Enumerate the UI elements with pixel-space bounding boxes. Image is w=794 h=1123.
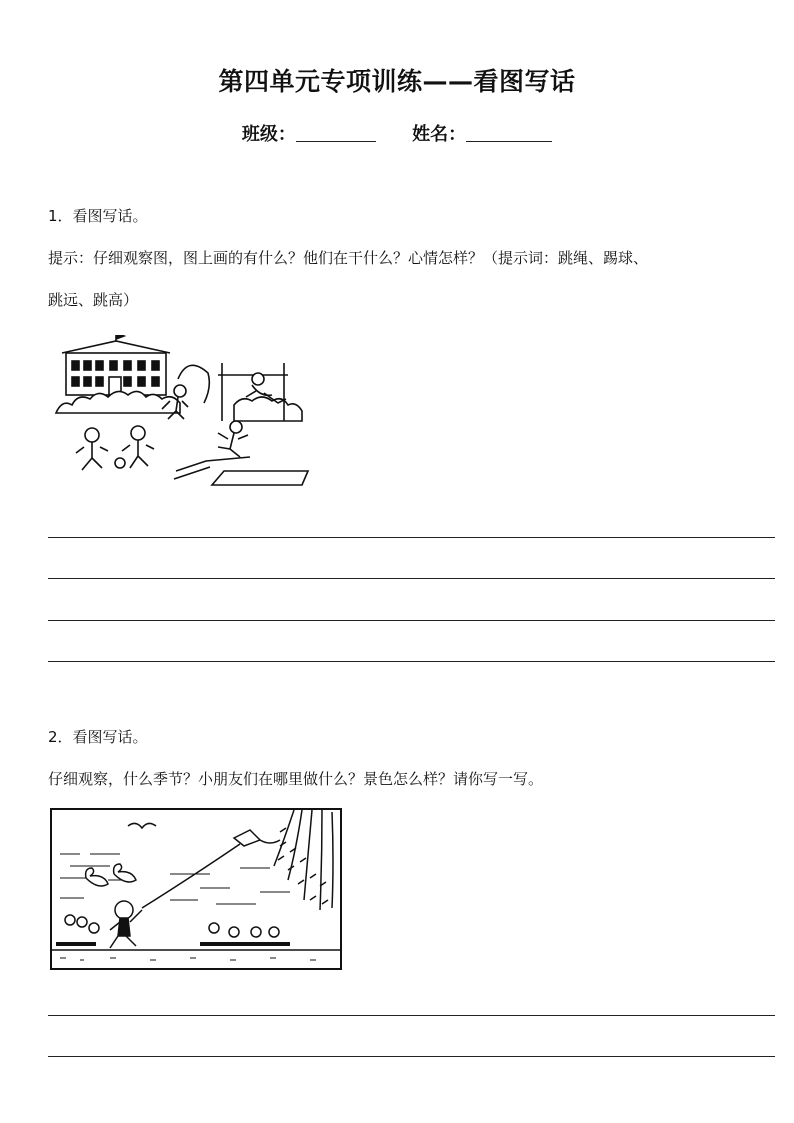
writing-line[interactable] [48,537,775,538]
question-2-prompt-line1: 仔细观察，什么季节？小朋友们在哪里做什么？景色怎么样？请你写一写。 [48,770,544,788]
child-flying-kite-icon [50,808,342,970]
question-1-prompt-line2: 跳远、跳高） [48,291,139,309]
name-blank[interactable] [466,125,552,142]
name-label: 姓名： [412,124,467,145]
class-label: 班级： [241,124,296,145]
writing-line[interactable] [48,1015,775,1016]
student-info-row [0,120,794,146]
writing-line[interactable] [48,620,775,621]
writing-line[interactable] [48,1056,775,1057]
writing-line[interactable] [48,578,775,579]
writing-line[interactable] [48,661,775,662]
page-title: 第四单元专项训练——看图写话 [218,67,576,96]
question-1-prompt-line1: 提示：仔细观察图，图上画的有什么？他们在干什么？心情怎样？（提示词：跳绳、踢球、 [48,249,649,267]
children-playing-sports-icon [52,335,312,495]
question-2-heading: 2．看图写话。 [48,728,148,746]
question-1-heading: 1．看图写话。 [48,207,148,225]
class-blank[interactable] [296,125,376,142]
